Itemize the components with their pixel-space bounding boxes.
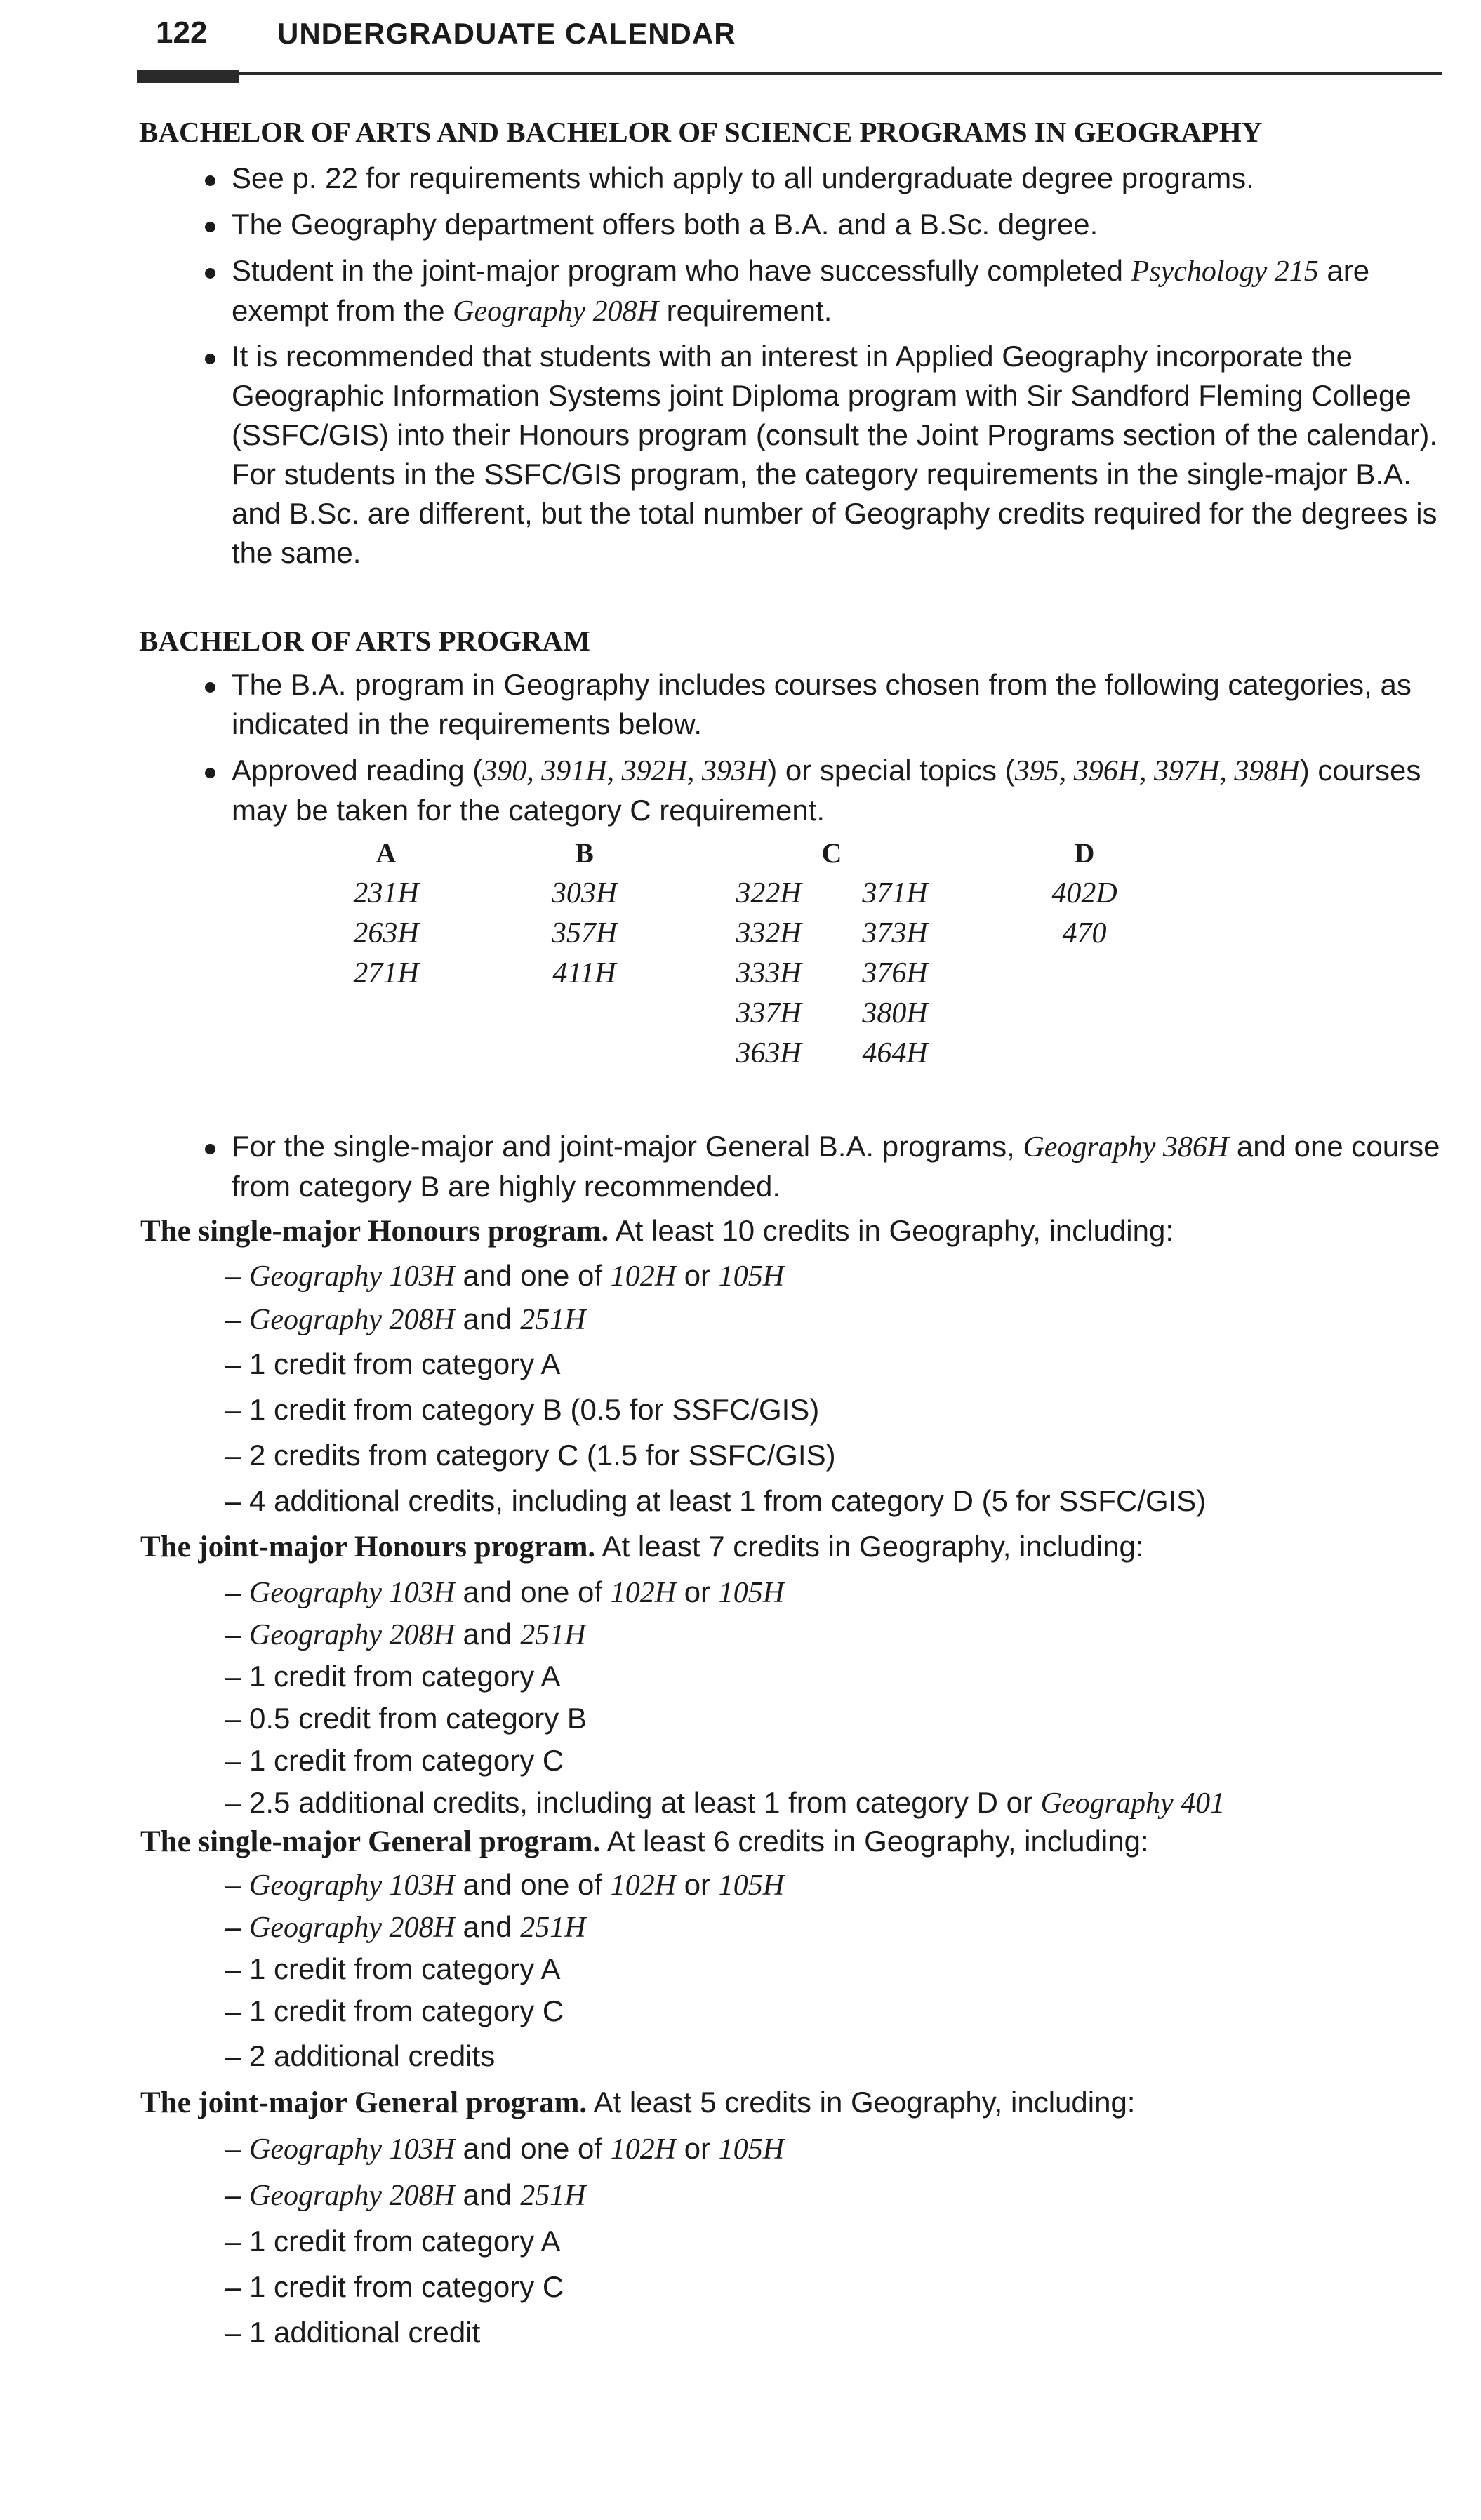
requirement-item: – 0.5 credit from category B <box>225 1702 587 1735</box>
table-cell: 380H <box>862 997 928 1029</box>
table-row <box>309 874 1211 914</box>
list-item <box>205 159 1447 198</box>
bullet-text: See p. 22 for requirements which apply to all undergraduate degree programs. <box>232 161 1254 194</box>
requirement-item: – 2 credits from category C (1.5 for SSFC/GIS) <box>225 1439 836 1472</box>
requirement-item: – 1 credit from category A <box>225 2225 561 2258</box>
program-title: The joint-major Honours program. <box>140 1531 596 1564</box>
program-heading <box>140 1211 1446 1251</box>
category-header-c: C <box>821 837 842 869</box>
list-item <box>205 665 1447 744</box>
list-item <box>205 1127 1447 1206</box>
running-header-title: UNDERGRADUATE CALENDAR <box>277 17 736 50</box>
table-cell <box>309 994 463 1034</box>
requirement-item: – Geography 208H and 251H <box>225 1618 586 1651</box>
table-cell: 363H <box>736 1037 802 1069</box>
requirement-item: – Geography 208H and 251H <box>225 1302 586 1336</box>
table-cell: 402D <box>1051 877 1117 909</box>
section-heading-ba: BACHELOR OF ARTS PROGRAM <box>139 625 590 657</box>
program-description: At least 10 credits in Geography, including: <box>609 1214 1174 1247</box>
table-header-row <box>309 834 1211 874</box>
requirement-item: – Geography 103H and one of 102H or 105H <box>225 1868 785 1902</box>
table-cell: 303H <box>551 877 618 909</box>
table-row <box>309 994 1211 1034</box>
program-title: The single-major General program. <box>140 1825 601 1858</box>
table-cell: 371H <box>862 877 928 909</box>
table-cell <box>958 954 1211 994</box>
bullet-icon <box>205 268 215 279</box>
list-item <box>205 251 1447 331</box>
table-row <box>309 1034 1211 1074</box>
program-heading <box>140 1822 1446 1862</box>
requirement-item: – 1 credit from category C <box>225 2270 564 2303</box>
header-rule <box>137 72 1442 75</box>
requirement-item: – 1 credit from category A <box>225 1952 561 1985</box>
list-item <box>205 205 1447 244</box>
bullet-icon <box>205 768 215 778</box>
requirement-item: – 2.5 additional credits, including at least 1 from category D or Geography 401 <box>225 1786 1226 1820</box>
header-bar <box>137 70 239 83</box>
program-title: The joint-major General program. <box>140 2086 587 2119</box>
table-cell <box>309 1034 463 1074</box>
category-header-d: D <box>1074 837 1095 869</box>
requirement-item: – 1 credit from category C <box>225 1744 564 1777</box>
table-cell: 464H <box>862 1037 928 1069</box>
requirement-item: – Geography 208H and 251H <box>225 2178 586 2212</box>
program-description: At least 5 credits in Geography, including: <box>587 2086 1136 2119</box>
table-cell: 411H <box>552 957 616 989</box>
table-cell <box>463 1034 705 1074</box>
table-cell: 333H <box>736 957 802 989</box>
table-cell: 263H <box>353 917 419 949</box>
bullet-text: It is recommended that students with an interest in Applied Geography incorporate the Geographic Information Systems joint Diploma program with Sir Sandford Fleming College (SSFC/GIS) into their Honours program (consult the Joint Programs section of the calendar). For students in the SSFC/GIS program, the category requirements in the single-major B.A. and B.Sc. are different, but the total number of Geography credits required for the degrees is the same. <box>232 340 1438 569</box>
program-description: At least 6 credits in Geography, including: <box>600 1825 1149 1858</box>
requirement-item: – 4 additional credits, including at least 1 from category D (5 for SSFC/GIS) <box>225 1484 1207 1517</box>
bullet-text: Approved reading (390, 391H, 392H, 393H) or special topics (395, 396H, 397H, 398H) courses may be taken for the category C requirement. <box>232 754 1421 827</box>
table-cell: 231H <box>353 877 419 909</box>
requirement-item: – 1 credit from category B (0.5 for SSFC/GIS) <box>225 1393 820 1426</box>
table-cell: 373H <box>862 917 928 949</box>
table-row <box>309 954 1211 994</box>
program-description: At least 7 credits in Geography, including: <box>595 1530 1144 1563</box>
table-cell: 332H <box>736 917 802 949</box>
requirement-item: – 1 additional credit <box>225 2316 481 2349</box>
requirement-item: – 1 credit from category C <box>225 1994 564 2027</box>
requirement-item: – 1 credit from category A <box>225 1660 561 1693</box>
requirement-item: – Geography 103H and one of 102H or 105H <box>225 1575 785 1609</box>
table-cell: 322H <box>736 877 802 909</box>
requirement-item: – 2 additional credits <box>225 2039 496 2072</box>
table-cell: 376H <box>862 957 928 989</box>
requirement-item: – Geography 103H and one of 102H or 105H <box>225 2132 785 2166</box>
bullet-icon <box>205 222 215 232</box>
requirement-item: – Geography 208H and 251H <box>225 1910 586 1944</box>
bullet-text: For the single-major and joint-major General B.A. programs, Geography 386H and one course from category B are highly recommended. <box>232 1130 1440 1203</box>
list-item <box>205 751 1447 830</box>
table-cell: 337H <box>736 997 802 1029</box>
bullet-icon <box>205 1144 215 1154</box>
program-heading <box>140 1527 1446 1567</box>
table-cell: 357H <box>551 917 618 949</box>
table-cell <box>958 994 1211 1034</box>
list-item <box>205 337 1447 573</box>
bullet-text: The Geography department offers both a B.A. and a B.Sc. degree. <box>232 208 1098 241</box>
section-heading-ba-bsc: BACHELOR OF ARTS AND BACHELOR OF SCIENCE PROGRAMS IN GEOGRAPHY <box>139 116 1263 148</box>
bullet-icon <box>205 175 215 186</box>
table-row <box>309 914 1211 954</box>
table-cell <box>958 1034 1211 1074</box>
requirement-item: – 1 credit from category A <box>225 1347 561 1380</box>
page-number: 122 <box>156 15 208 50</box>
category-table <box>309 834 1211 1074</box>
program-heading <box>140 2083 1446 2123</box>
bullet-text: Student in the joint-major program who have successfully completed Psychology 215 are exempt from the Geography 208H requirement. <box>232 254 1370 328</box>
bullet-icon <box>205 354 215 364</box>
table-cell <box>463 994 705 1034</box>
category-header-b: B <box>575 837 594 869</box>
bullet-icon <box>205 682 215 693</box>
program-title: The single-major Honours program. <box>140 1215 609 1248</box>
requirement-item: – Geography 103H and one of 102H or 105H <box>225 1259 785 1293</box>
bullet-text: The B.A. program in Geography includes courses chosen from the following categories, as indicated in the requirements below. <box>232 668 1412 740</box>
category-header-a: A <box>376 837 397 869</box>
table-cell: 470 <box>1062 917 1107 949</box>
table-cell: 271H <box>353 957 419 989</box>
